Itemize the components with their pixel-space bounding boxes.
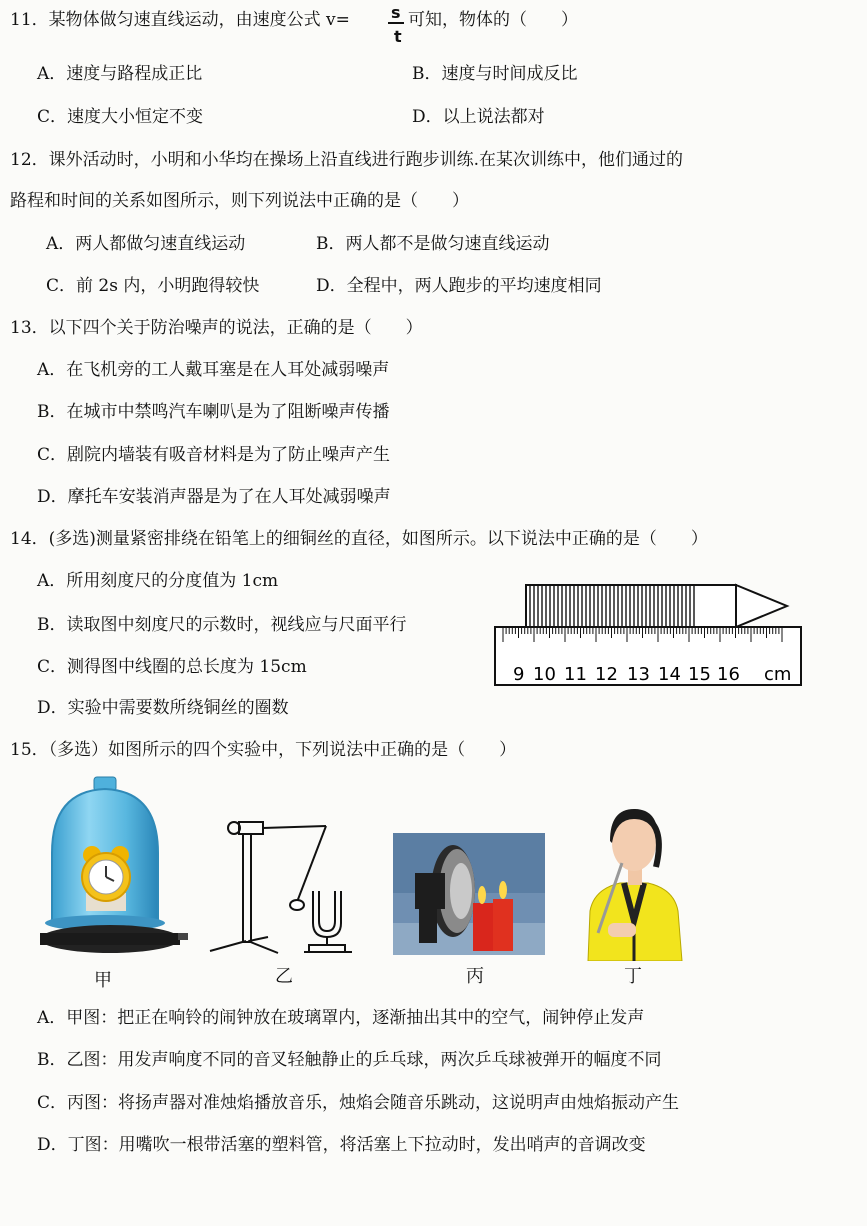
ruler-label-15: 15	[688, 664, 711, 685]
pencil-icon	[526, 585, 787, 627]
q11-option-a: A．速度与路程成正比	[37, 64, 203, 84]
figure-label-ding: 丁	[624, 966, 642, 987]
ruler-label-9: 9	[513, 664, 525, 685]
q15-stem: 15．（多选）如图所示的四个实验中，下列说法中正确的是（ ）	[10, 740, 517, 760]
q15-option-d: D．丁图：用嘴吹一根带活塞的塑料管，将活塞上下拉动时，发出哨声的音调改变	[37, 1135, 646, 1155]
tuning-fork-figure	[206, 813, 370, 957]
speaker-candle-photo	[393, 833, 545, 955]
q14-stem: 14．(多选)测量紧密排绕在铅笔上的细铜丝的直径，如图所示。以下说法中正确的是（ ）	[10, 529, 708, 549]
q12-option-a: A．两人都做匀速直线运动	[46, 234, 246, 254]
girl-icon	[588, 809, 682, 961]
q11-option-d: D．以上说法都对	[412, 107, 545, 127]
tuning-fork-icon	[304, 891, 352, 952]
figure-label-bing: 丙	[466, 966, 484, 987]
q14-option-b: B．读取图中刻度尺的示数时，视线应与尺面平行	[37, 615, 407, 635]
q15-option-b: B．乙图：用发声响度不同的音叉轻触静止的乒乓球，两次乒乓球被弹开的幅度不同	[37, 1050, 662, 1070]
q12-option-c: C．前 2s 内，小明跑得较快	[46, 276, 260, 296]
q12-option-b: B．两人都不是做匀速直线运动	[316, 234, 550, 254]
pencil-ruler-figure	[493, 578, 805, 688]
q12-stem-line1: 12．课外活动时，小明和小华均在操场上沿直线进行跑步训练.在某次训练中，他们通过的	[10, 150, 684, 170]
ruler-label-13: 13	[627, 664, 650, 685]
q15-option-c: C．丙图：将扬声器对准烛焰播放音乐，烛焰会随音乐跳动，这说明声由烛焰振动产生	[37, 1093, 680, 1113]
alarm-clock-icon	[82, 846, 130, 911]
ruler	[495, 627, 801, 685]
ruler-label-10: 10	[533, 664, 556, 685]
ruler-unit: cm	[764, 664, 792, 685]
q11-option-b: B．速度与时间成反比	[412, 64, 578, 84]
q15-option-a: A．甲图：把正在响铃的闹钟放在玻璃罩内，逐渐抽出其中的空气，闹钟停止发声	[37, 1008, 645, 1028]
ruler-label-16: 16	[717, 664, 740, 685]
bell-jar-figure	[38, 773, 190, 965]
girl-whistle-figure	[584, 803, 684, 961]
q14-option-c: C．测得图中线圈的总长度为 15cm	[37, 657, 307, 677]
q11-formula-numerator: s	[391, 3, 401, 22]
q11-stem-a: 11．某物体做匀速直线运动，由速度公式 v=	[10, 10, 350, 30]
q12-option-d: D．全程中，两人跑步的平均速度相同	[316, 276, 602, 296]
q13-option-a: A．在飞机旁的工人戴耳塞是在人耳处减弱噪声	[37, 360, 390, 380]
figure-label-yi: 乙	[275, 966, 293, 987]
q11-formula-denominator: t	[394, 27, 402, 46]
figure-label-jia: 甲	[94, 970, 112, 991]
q13-option-c: C．剧院内墙装有吸音材料是为了防止噪声产生	[37, 445, 391, 465]
q14-option-a: A．所用刻度尺的分度值为 1cm	[37, 571, 279, 591]
ruler-label-12: 12	[595, 664, 618, 685]
q14-option-d: D．实验中需要数所绕铜丝的圈数	[37, 698, 289, 718]
ruler-label-11: 11	[564, 664, 587, 685]
q13-option-d: D．摩托车安装消声器是为了在人耳处减弱噪声	[37, 487, 391, 507]
q11-option-c: C．速度大小恒定不变	[37, 107, 204, 127]
q12-stem-line2: 路程和时间的关系如图所示，则下列说法中正确的是（ ）	[10, 191, 469, 211]
ping-pong-ball-icon	[290, 900, 304, 910]
q11-fraction-bar	[388, 22, 404, 24]
q11-stem-b: 可知，物体的（ ）	[408, 10, 578, 30]
q13-option-b: B．在城市中禁鸣汽车喇叭是为了阻断噪声传播	[37, 402, 390, 422]
ruler-label-14: 14	[658, 664, 681, 685]
q13-stem: 13．以下四个关于防治噪声的说法，正确的是（ ）	[10, 318, 423, 338]
